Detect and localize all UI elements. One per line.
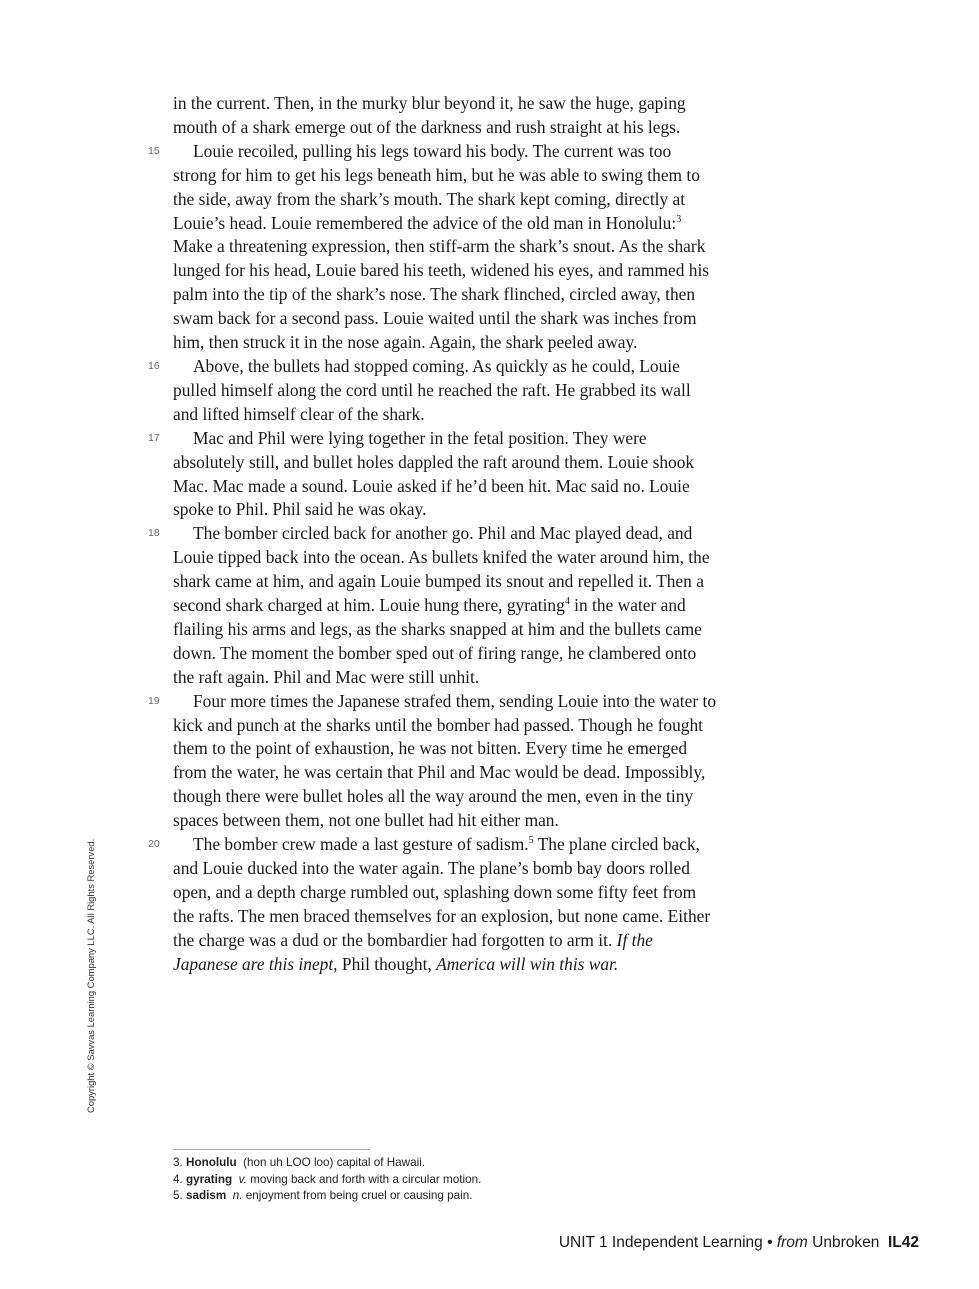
paragraph-text: The bomber circled back for another go. Phil and Mac played dead, and Louie tipped back into the ocean. As bullets knifed the water around him, the shark came at him, and again Louie bumped its snout and repelled it. Then a second shark charged at him. Louie hung there, gyrating: [173, 523, 710, 616]
footnote-number: 3.: [173, 1156, 183, 1169]
footer-title: Unbroken: [812, 1234, 880, 1251]
footer-from: from: [776, 1234, 808, 1251]
paragraph-continued: in the current. Then, in the murky blur beyond it, he saw the huge, gaping mouth of a shark emerge out of the darkness and rush straight at his legs.: [173, 93, 686, 137]
footnote-definition: moving back and forth with a circular motion.: [250, 1172, 482, 1186]
paragraph-16: [148, 355, 718, 427]
page-footer: [559, 1234, 919, 1252]
paragraph-number: 17: [148, 431, 160, 444]
footer-bullet: •: [767, 1234, 773, 1251]
footnote-term: sadism: [186, 1189, 227, 1202]
footnote-number: 4.: [173, 1172, 183, 1186]
footer-unit: UNIT 1 Independent Learning: [558, 1234, 763, 1251]
footnote-ref: 3: [676, 213, 682, 225]
paragraph-number: 16: [148, 359, 160, 372]
paragraph-text: Four more times the Japanese strafed them, sending Louie into the water to kick and punch at the sharks until the bomber had passed. Though he fought them to the point of exhaustion, he was not bitten. Every time he emerged from the water, he was certain that Phil and Mac would be dead. Impossibly, though there were bullet holes all the way around the men, even in the tiny spaces between them, not one bullet had hit either man.: [173, 690, 717, 831]
footnote-term: gyrating: [186, 1172, 233, 1186]
footnote-ref: 4: [564, 596, 570, 608]
paragraph-text: Mac and Phil were lying together in the fetal position. They were absolutely still, and bullet holes dappled the raft around them. Louie shook Mac. Mac made a sound. Louie asked if he’d been hit. Mac said no. Louie spoke to Phil. Phil said he was okay.: [173, 427, 695, 520]
footnote-3: [173, 1155, 773, 1172]
footnote-term: Honolulu: [186, 1156, 237, 1169]
paragraph-text: Above, the bullets had stopped coming. As quickly as he could, Louie pulled himself along the cord until he reached the raft. He grabbed its wall and lifted himself clear of the shark.: [173, 355, 691, 424]
footnote-number: 5.: [173, 1189, 183, 1202]
paragraph-number: 20: [148, 838, 160, 851]
paragraph-text: Make a threatening expression, then stiff-arm the shark’s snout. As the shark lunged for his head, Louie bared his teeth, widened his eyes, and rammed his palm into the tip of the shark’s nose. The shark flinched, circled away, then swam back for a second pass. Louie waited until the shark was inches from him, then struck it in the nose again. Again, the shark peeled away.: [173, 236, 710, 353]
footnote-definition: enjoyment from being cruel or causing pain.: [245, 1189, 473, 1202]
paragraph-17: [148, 427, 718, 523]
paragraph-text: The bomber crew made a last gesture of sadism.: [193, 834, 529, 855]
footnote-part-of-speech: v.: [238, 1172, 247, 1186]
paragraph-text: Phil thought,: [337, 953, 437, 974]
paragraph-number: 15: [148, 144, 160, 157]
paragraph-text: The plane circled back, and Louie ducked into the water again. The plane’s bomb bay doors rolled open, and a depth charge rumbled out, splashing down some fifty feet from the rafts. The men braced themselves for an explosion, but none came. Either the charge was a dud or the bombardier had forgotten to arm it.: [173, 834, 711, 950]
copyright-notice: Copyright © Savvas Learning Company LLC. All Rights Reserved.: [85, 838, 96, 1113]
footnote-divider: [173, 1149, 370, 1150]
paragraph-number: 18: [148, 527, 160, 540]
paragraph-text: in the water and flailing his arms and legs, as the sharks snapped at him and the bullets came down. The moment the bomber sped out of firing range, he clambered onto the raft again. Phil and Mac were still unhit.: [173, 595, 702, 687]
footnote-definition: (hon uh LOO loo) capital of Hawaii.: [243, 1156, 426, 1169]
main-text-column: [148, 92, 718, 977]
page-number: IL42: [887, 1234, 919, 1251]
italic-thought: If the Japanese are this inept,: [173, 929, 653, 974]
footnote-4: [173, 1172, 773, 1189]
italic-thought: America will win this war.: [436, 953, 619, 974]
footnote-part-of-speech: n.: [232, 1189, 243, 1202]
footnotes: [173, 1155, 773, 1205]
paragraph-20: [148, 833, 718, 976]
footnote-5: [173, 1188, 773, 1205]
paragraph-number: 19: [148, 694, 160, 707]
paragraph-19: [148, 690, 718, 833]
paragraph-15: [148, 140, 718, 355]
paragraph-18: [148, 522, 718, 689]
paragraph-text: Louie recoiled, pulling his legs toward his body. The current was too strong for him to get his legs beneath him, but he was able to swing them to the side, away from the shark’s mouth. The shark kept coming, directly at Louie’s head. Louie remembered the advice of the old man in Honolulu:: [173, 140, 700, 233]
footnote-ref: 5: [528, 835, 534, 847]
